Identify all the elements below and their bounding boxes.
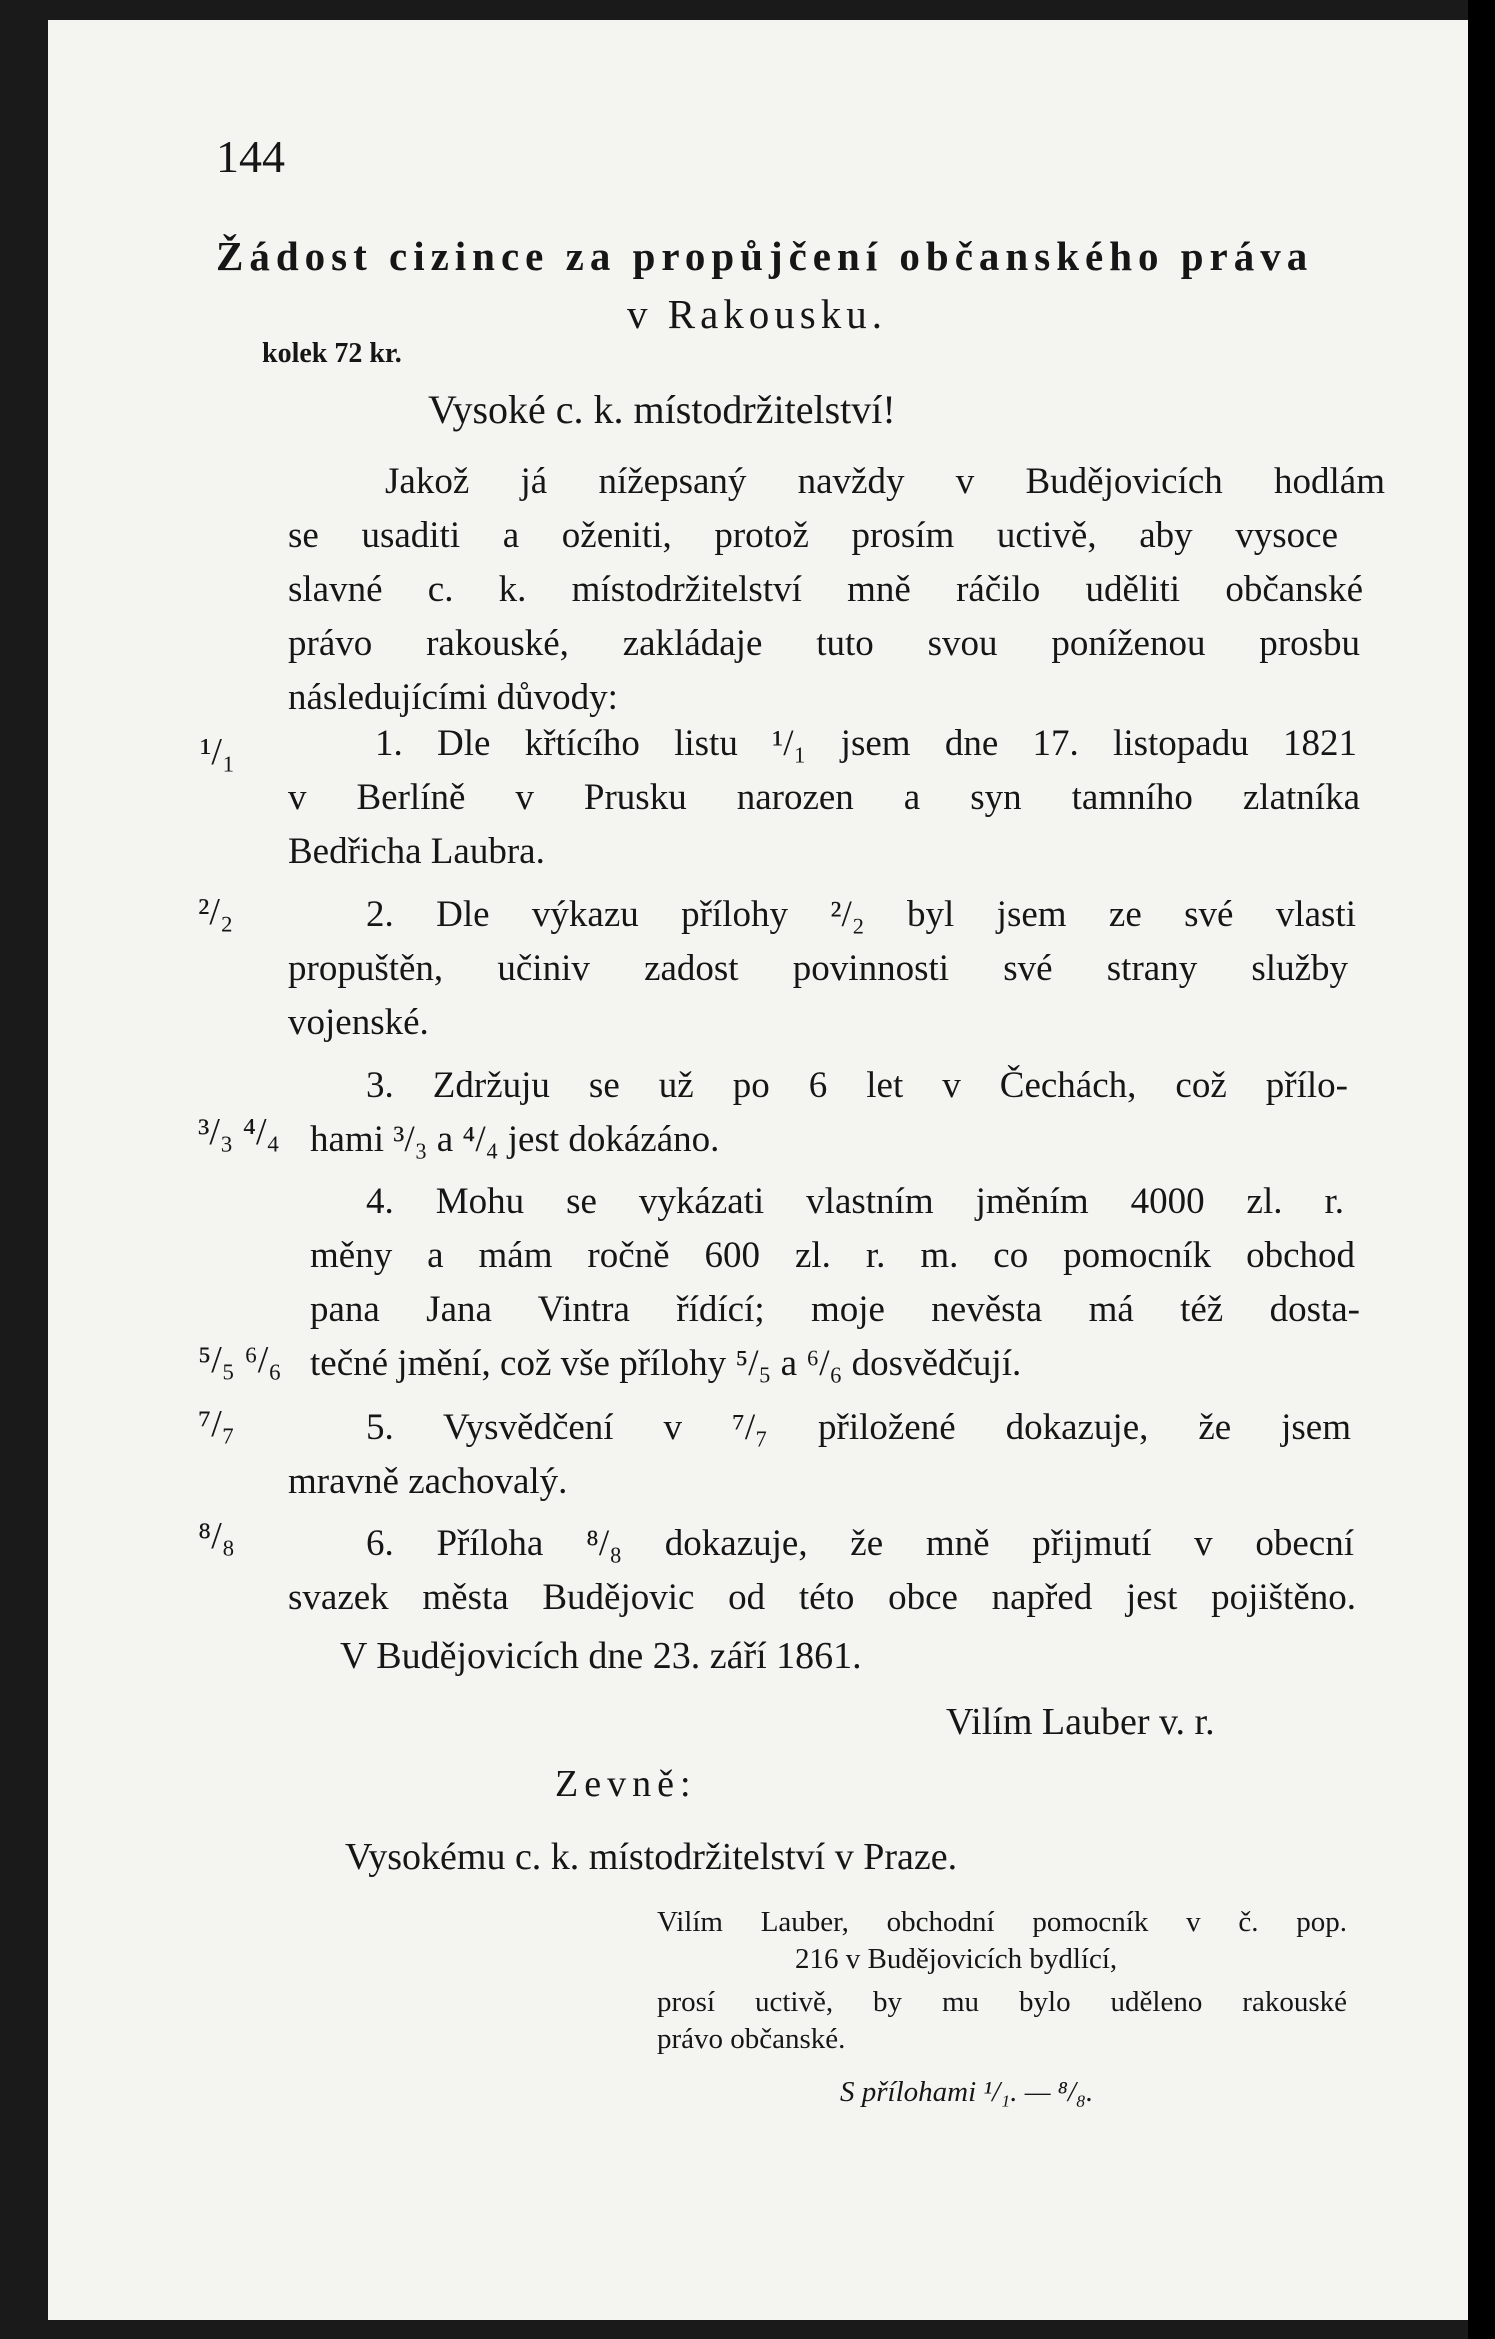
- item-5-line: mravně zachovalý.: [288, 1461, 568, 1502]
- margin-note: ¹/₁: [200, 731, 236, 773]
- item-1-line: v Berlíně v Prusku narozen a syn tamního zlatníka: [288, 777, 1360, 818]
- item-4-line: měny a mám ročně 600 zl. r. m. co pomocník obchod: [310, 1235, 1355, 1276]
- intro-line: právo rakouské, zakládaje tuto svou poníženou prosbu: [288, 623, 1360, 664]
- page-number: 144: [216, 131, 285, 182]
- item-1-line: Bedřicha Laubra.: [288, 831, 545, 872]
- margin-note: ⁵/₅ ⁶/₆: [198, 1339, 282, 1381]
- item-3-line: 3. Zdržuju se už po 6 let v Čechách, což přílo-: [366, 1065, 1348, 1106]
- margin-note: ⁸/₈: [198, 1515, 236, 1557]
- summary-line: 216 v Budějovicích bydlící,: [795, 1943, 1118, 1975]
- document-title-line2: v Rakousku.: [627, 291, 887, 337]
- item-4-line: 4. Mohu se vykázati vlastním jměním 4000 zl. r.: [366, 1181, 1344, 1222]
- summary-line: prosí uctivě, by mu bylo uděleno rakouské: [657, 1986, 1347, 2018]
- attachments-note: S přílohami ¹/₁. — ⁸/₈.: [840, 2076, 1094, 2108]
- page-edge: [1468, 0, 1495, 2339]
- intro-line: následujícími důvody:: [288, 677, 618, 718]
- address-line: Vysokému c. k. místodržitelství v Praze.: [345, 1836, 958, 1878]
- document-page: [48, 20, 1468, 2320]
- margin-note: ²/₂: [198, 891, 234, 933]
- item-6-line: svazek města Budějovic od této obce napřed jest pojištěno.: [288, 1577, 1356, 1618]
- item-4-line: pana Jana Vintra řídící; moje nevěsta má též dosta-: [310, 1289, 1360, 1330]
- signature: Vilím Lauber v. r.: [946, 1701, 1215, 1743]
- intro-line: slavné c. k. místodržitelství mně ráčilo uděliti občanské: [288, 569, 1363, 610]
- intro-line: Jakož já nížepsaný navždy v Budějovicích hodlám: [385, 461, 1385, 502]
- item-6-line: 6. Příloha ⁸/₈ dokazuje, že mně přijmutí v obecní: [366, 1523, 1354, 1564]
- stamp-note: kolek 72 kr.: [262, 338, 402, 369]
- outside-label: Zevně:: [555, 1763, 697, 1805]
- document-title: Žádost cizince za propůjčení občanského práva: [216, 233, 1314, 279]
- item-2-line: 2. Dle výkazu přílohy ²/₂ byl jsem ze své vlasti: [366, 894, 1356, 935]
- item-2-line: vojenské.: [288, 1002, 429, 1043]
- item-4-line: tečné jmění, což vše přílohy ⁵/₅ a ⁶/₆ dosvědčují.: [310, 1343, 1022, 1384]
- item-5-line: 5. Vysvědčení v ⁷/₇ přiložené dokazuje, že jsem: [366, 1407, 1351, 1448]
- item-2-line: propuštěn, učiniv zadost povinnosti své strany služby: [288, 948, 1348, 989]
- margin-note: ³/₃ ⁴/₄: [198, 1111, 280, 1153]
- place-date: V Budějovicích dne 23. září 1861.: [340, 1635, 862, 1677]
- salutation: Vysoké c. k. místodržitelství!: [428, 387, 896, 432]
- summary-line: Vilím Lauber, obchodní pomocník v č. pop.: [657, 1906, 1347, 1938]
- summary-line: právo občanské.: [657, 2023, 846, 2055]
- item-1-line: 1. Dle křtícího listu ¹/₁ jsem dne 17. listopadu 1821: [375, 723, 1357, 764]
- item-3-line: hami ³/₃ a ⁴/₄ jest dokázáno.: [310, 1119, 720, 1160]
- margin-note: ⁷/₇: [198, 1403, 236, 1445]
- intro-line: se usaditi a oženiti, protož prosím uctivě, aby vysoce: [288, 515, 1338, 556]
